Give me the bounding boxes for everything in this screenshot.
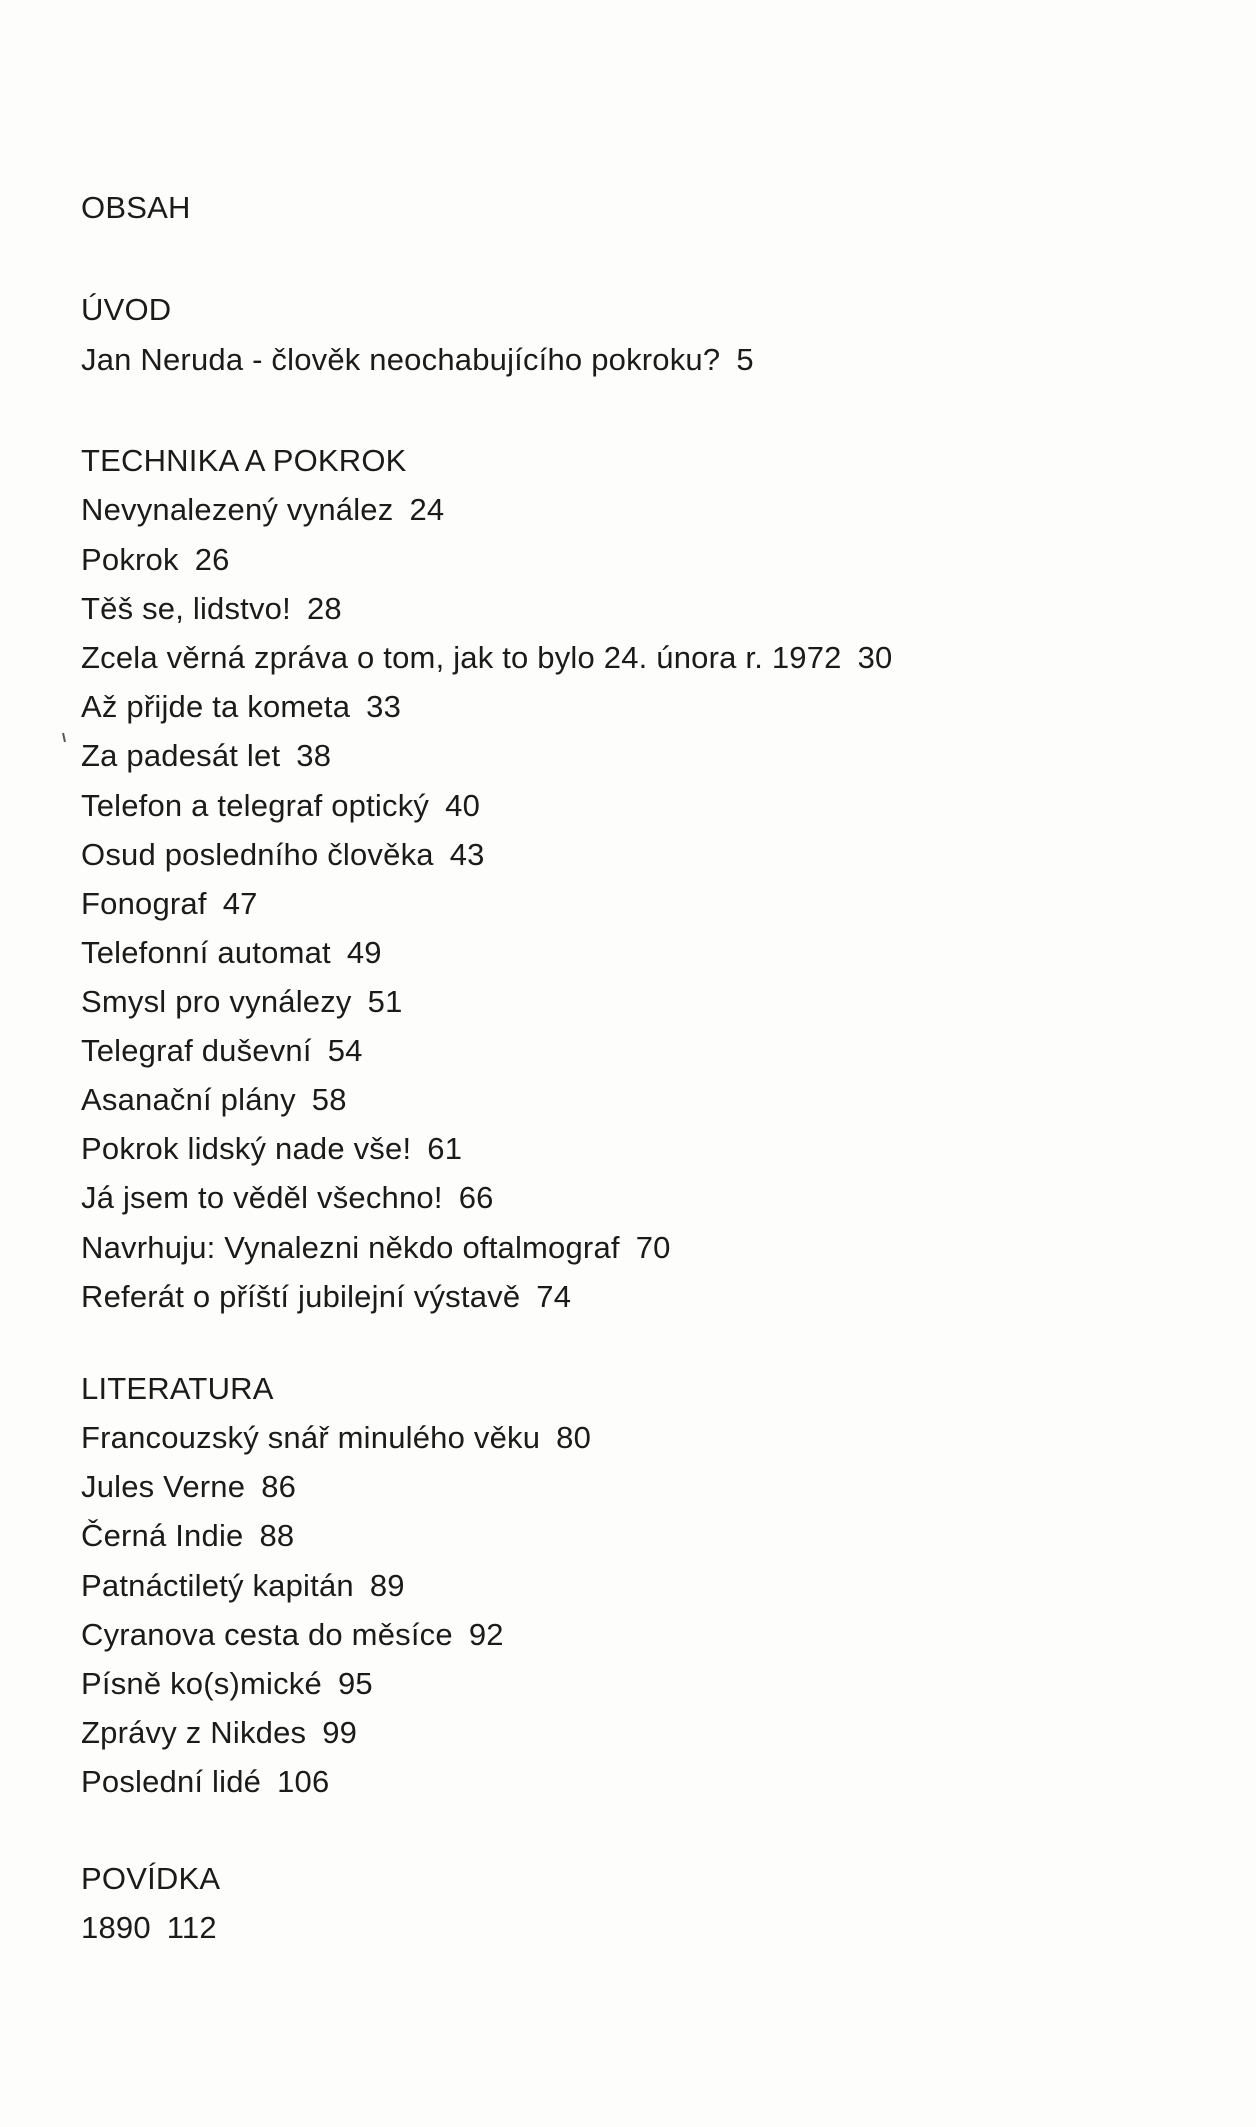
section-heading-literatura: LITERATURA <box>81 1371 274 1406</box>
entry-page-number: 89 <box>369 1568 405 1603</box>
entry-title: Telefon a telegraf optický <box>81 788 430 823</box>
toc-entry <box>81 340 754 380</box>
entry-title: Telefonní automat <box>81 935 331 970</box>
entry-page-number: 49 <box>346 935 382 970</box>
entry-title: Za padesát let <box>81 738 281 773</box>
toc-entry <box>81 1080 347 1120</box>
entry-title: Francouzský snář minulého věku <box>81 1420 541 1455</box>
entry-title: Až přijde ta kometa <box>81 689 351 724</box>
page-title: OBSAH <box>81 190 191 225</box>
toc-entry <box>81 982 403 1022</box>
section-heading-technika: TECHNIKA A POKROK <box>81 443 407 478</box>
entry-page-number: 58 <box>311 1082 347 1117</box>
entry-page-number: 99 <box>322 1715 358 1750</box>
entry-page-number: 61 <box>427 1131 463 1166</box>
entry-page-number: 95 <box>337 1666 373 1701</box>
toc-entry <box>81 1762 329 1802</box>
toc-entry <box>81 786 480 826</box>
entry-title: Písně ko(s)mické <box>81 1666 322 1701</box>
entry-page-number: 92 <box>468 1617 504 1652</box>
entry-page-number: 54 <box>327 1033 363 1068</box>
toc-entry <box>81 1228 671 1268</box>
toc-entry <box>81 835 485 875</box>
entry-title: Nevynalezený vynález <box>81 492 394 527</box>
scan-speck <box>62 733 66 742</box>
entry-title: Zcela věrná zpráva o tom, jak to bylo 24. února r. 1972 <box>81 640 842 675</box>
entry-page-number: 88 <box>259 1518 295 1553</box>
entry-page-number: 66 <box>458 1180 494 1215</box>
entry-title: Jules Verne <box>81 1469 246 1504</box>
toc-entry <box>81 933 382 973</box>
entry-title: Já jsem to věděl všechno! <box>81 1180 443 1215</box>
entry-title: Jan Neruda - člověk neochabujícího pokroku? <box>81 342 721 377</box>
toc-entry <box>81 1418 591 1458</box>
entry-page-number: 106 <box>277 1764 330 1799</box>
toc-entry <box>81 1566 405 1606</box>
entry-title: Asanační plány <box>81 1082 296 1117</box>
entry-page-number: 112 <box>166 1910 217 1945</box>
entry-title: Cyranova cesta do měsíce <box>81 1617 453 1652</box>
section-heading-uvod: ÚVOD <box>81 292 172 327</box>
entry-title: Fonograf <box>81 886 207 921</box>
entry-page-number: 30 <box>857 640 893 675</box>
toc-entry <box>81 1467 296 1507</box>
entry-title: Těš se, lidstvo! <box>81 591 291 626</box>
entry-page-number: 24 <box>409 492 445 527</box>
entry-page-number: 74 <box>536 1279 572 1314</box>
entry-page-number: 70 <box>635 1230 671 1265</box>
entry-title: Smysl pro vynálezy <box>81 984 352 1019</box>
entry-page-number: 43 <box>449 837 485 872</box>
toc-entry <box>81 884 258 924</box>
section-heading-povidka: POVÍDKA <box>81 1861 221 1896</box>
toc-entry <box>81 1178 494 1218</box>
entry-title: Referát o příští jubilejní výstavě <box>81 1279 521 1314</box>
entry-title: Zprávy z Nikdes <box>81 1715 307 1750</box>
toc-entry <box>81 1713 357 1753</box>
entry-title: Pokrok lidský nade vše! <box>81 1131 412 1166</box>
entry-title: Pokrok <box>81 542 179 577</box>
entry-page-number: 5 <box>736 342 754 377</box>
entry-title: Osud posledního člověka <box>81 837 434 872</box>
toc-entry <box>81 1129 462 1169</box>
entry-title: 1890 <box>81 1910 151 1945</box>
toc-entry <box>81 1516 294 1556</box>
entry-page-number: 86 <box>261 1469 297 1504</box>
toc-entry <box>81 1615 504 1655</box>
entry-page-number: 51 <box>367 984 403 1019</box>
entry-page-number: 33 <box>366 689 402 724</box>
entry-page-number: 26 <box>194 542 230 577</box>
entry-title: Poslední lidé <box>81 1764 262 1799</box>
toc-entry <box>81 1277 571 1317</box>
entry-title: Patnáctiletý kapitán <box>81 1568 354 1603</box>
toc-entry <box>81 638 892 678</box>
toc-entry <box>81 1031 363 1071</box>
entry-page-number: 38 <box>296 738 332 773</box>
entry-title: Navrhuju: Vynalezni někdo oftalmograf <box>81 1230 620 1265</box>
toc-entry <box>81 540 230 580</box>
toc-entry <box>81 687 401 727</box>
entry-page-number: 80 <box>556 1420 592 1455</box>
entry-page-number: 47 <box>222 886 258 921</box>
toc-entry <box>81 1908 217 1948</box>
toc-entry <box>81 589 342 629</box>
toc-entry <box>81 1664 373 1704</box>
toc-entry <box>81 490 444 530</box>
toc-entry <box>81 736 331 776</box>
entry-title: Telegraf duševní <box>81 1033 312 1068</box>
entry-page-number: 28 <box>306 591 342 626</box>
entry-title: Černá Indie <box>81 1518 244 1553</box>
entry-page-number: 40 <box>445 788 481 823</box>
